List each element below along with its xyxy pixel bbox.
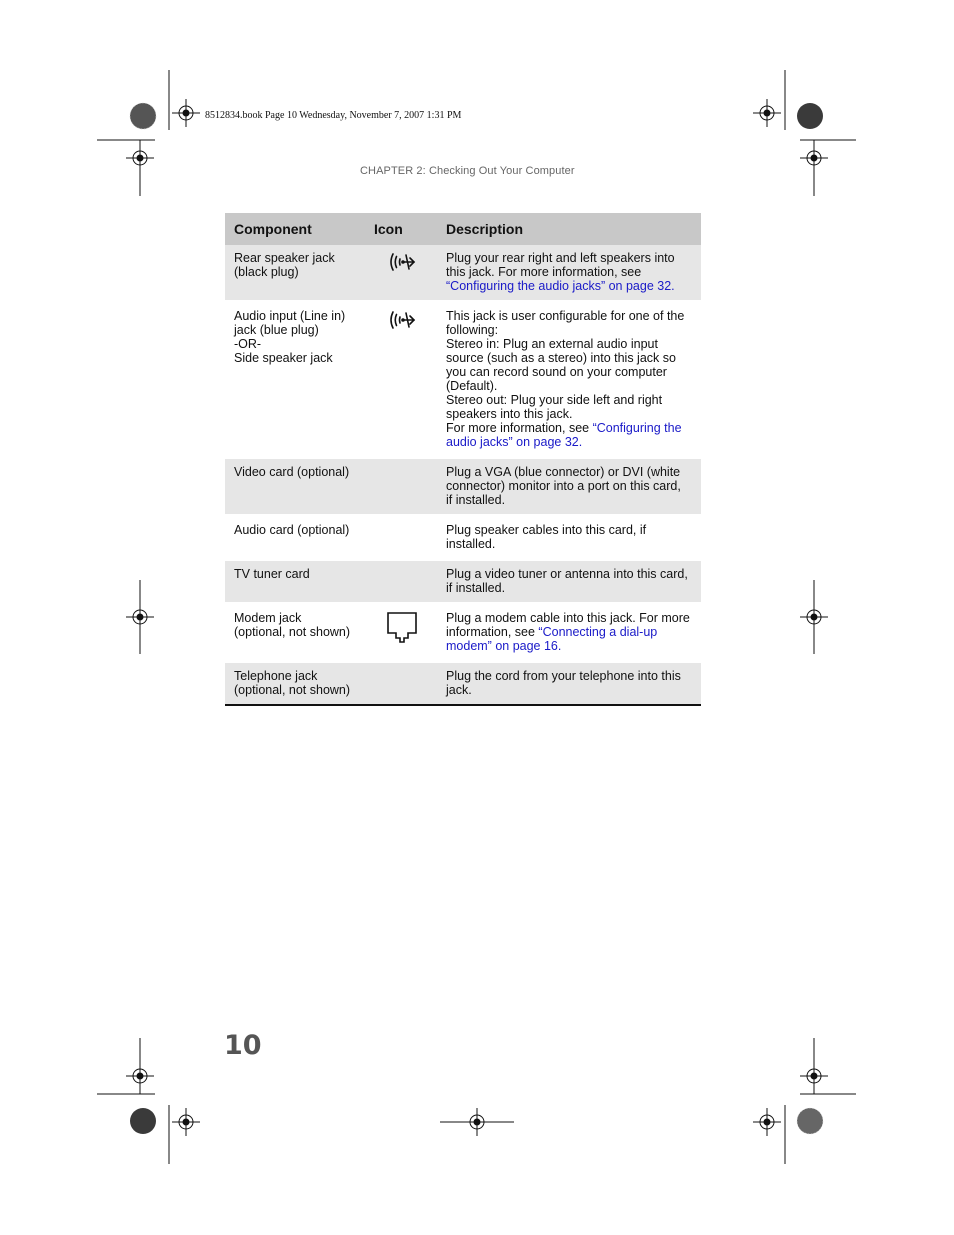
header-description: Description xyxy=(438,213,701,245)
print-info: 8512834.book Page 10 Wednesday, November 7, 2007 1:31 PM xyxy=(205,110,462,121)
description-cell: This jack is user configurable for one of the following: Stereo in: Plug an external audio input source (such as a stereo) into this jack so you can record sound on your computer (Default). Stereo out: Plug your side left and right speakers into this jack. For more information, see “Configuring the audio jacks” on page 32. xyxy=(438,302,701,458)
configuring-audio-jacks-link[interactable]: “Configuring the audio jacks” on page 32. xyxy=(446,279,675,293)
header-component: Component xyxy=(225,213,365,245)
table-row xyxy=(225,458,701,516)
component-cell: TV tuner card xyxy=(225,560,365,604)
icon-cell xyxy=(365,302,438,458)
description-cell: Plug a video tuner or antenna into this card, if installed. xyxy=(438,560,701,604)
description-cell: Plug a modem cable into this jack. For more information, see “Connecting a dial-up modem” on page 16. xyxy=(438,604,701,662)
component-cell: Video card (optional) xyxy=(225,458,365,516)
table-row xyxy=(225,516,701,560)
description-cell: Plug your rear right and left speakers into this jack. For more information, see “Configuring the audio jacks” on page 32. xyxy=(438,245,701,302)
connecting-dialup-modem-link-cont[interactable]: modem” on page 16 xyxy=(446,639,558,653)
modem-jack-icon xyxy=(386,611,418,643)
component-cell: Rear speaker jack (black plug) xyxy=(225,245,365,302)
header-icon: Icon xyxy=(365,213,438,245)
icon-cell xyxy=(365,560,438,604)
component-cell: Modem jack (optional, not shown) xyxy=(225,604,365,662)
table-header-row xyxy=(225,213,701,245)
table-row xyxy=(225,604,701,662)
table-row xyxy=(225,302,701,458)
description-cell: Plug the cord from your telephone into this jack. xyxy=(438,662,701,706)
running-head: CHAPTER 2: Checking Out Your Computer xyxy=(360,165,575,177)
icon-cell xyxy=(365,516,438,560)
icon-cell xyxy=(365,662,438,706)
component-cell: Telephone jack (optional, not shown) xyxy=(225,662,365,706)
configuring-audio-jacks-link[interactable]: “Configuring the xyxy=(592,421,682,435)
connecting-dialup-modem-link[interactable]: “Connecting a dial-up xyxy=(538,625,658,639)
page-number: 10 xyxy=(224,1030,262,1061)
speaker-jack-icon xyxy=(387,309,417,331)
component-cell: Audio input (Line in) jack (blue plug) -OR- Side speaker jack xyxy=(225,302,365,458)
icon-cell xyxy=(365,245,438,302)
icon-cell xyxy=(365,604,438,662)
icon-cell xyxy=(365,458,438,516)
component-table xyxy=(225,213,701,706)
speaker-jack-icon xyxy=(387,251,417,273)
description-cell: Plug a VGA (blue connector) or DVI (white connector) monitor into a port on this card, if installed. xyxy=(438,458,701,516)
configuring-audio-jacks-link-cont[interactable]: audio jacks” on page 32 xyxy=(446,435,579,449)
table-row xyxy=(225,662,701,706)
table-row xyxy=(225,245,701,302)
component-cell: Audio card (optional) xyxy=(225,516,365,560)
table-row xyxy=(225,560,701,604)
description-cell: Plug speaker cables into this card, if installed. xyxy=(438,516,701,560)
